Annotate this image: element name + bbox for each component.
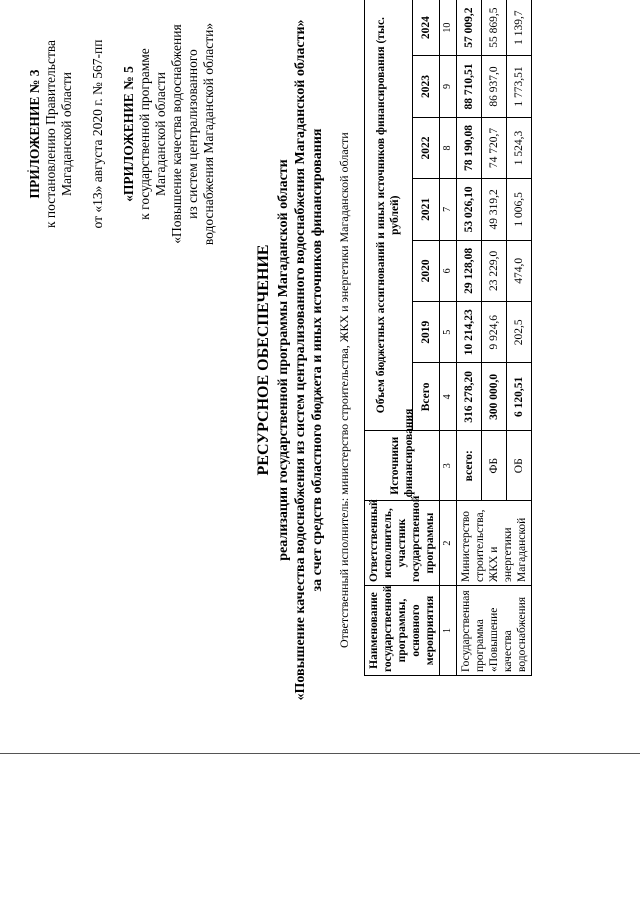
responsible-executor: Ответственный исполнитель: министерство строительства, ЖКХ и энергетики Магаданской области	[337, 132, 351, 648]
header-year: 2022	[412, 117, 439, 178]
year-cell: 474,0	[507, 240, 532, 301]
year-cell: 1 773,51	[507, 56, 532, 117]
year-cell: 10 214,23	[457, 302, 482, 363]
year-cell: 86 937,0	[482, 56, 507, 117]
column-number: 7	[440, 179, 457, 240]
column-number: 5	[440, 302, 457, 363]
page-edge-line	[0, 753, 640, 754]
appendix-gap	[106, 14, 121, 254]
appendix-line: водоснабжения Магаданской области»	[201, 22, 216, 246]
column-number: 8	[440, 117, 457, 178]
year-cell: 29 128,08	[457, 240, 482, 301]
appendix-block	[27, 14, 217, 254]
year-cell: 1 006,5	[507, 179, 532, 240]
appendix-line: Магаданской области	[153, 72, 168, 196]
source-cell: ОБ	[507, 431, 532, 501]
appendix-line: к государственной программе	[137, 48, 152, 220]
year-cell: 88 710,51	[457, 56, 482, 117]
resource-table	[364, 0, 532, 676]
year-cell: 55 869,5	[482, 0, 507, 56]
column-number: 4	[440, 363, 457, 431]
year-cell: 23 229,0	[482, 240, 507, 301]
year-cell: 78 190,08	[457, 117, 482, 178]
column-number: 2	[440, 501, 457, 586]
total-cell: 6 120,51	[507, 363, 532, 431]
table-row	[457, 0, 482, 676]
column-number-row	[440, 0, 457, 676]
year-cell: 57 009,2	[457, 0, 482, 56]
column-number: 1	[440, 585, 457, 675]
total-cell: 300 000,0	[482, 363, 507, 431]
total-cell: 316 278,20	[457, 363, 482, 431]
appendix-line: «Повышение качества водоснабжения	[169, 24, 184, 244]
appendix-number: ПРИЛОЖЕНИЕ № 3	[27, 69, 42, 199]
header-volume: Объем бюджетных ассигнований и иных источников финансирования (тыс. рублей)	[365, 0, 413, 431]
title-line: реализации государственной программы Магаданской области	[276, 159, 291, 561]
year-cell: 49 319,2	[482, 179, 507, 240]
header-name: Наименование государственной программы, основного мероприятия	[365, 585, 440, 675]
appendix-line: из систем централизованного	[185, 49, 200, 219]
header-source: Источники финансирования	[365, 431, 440, 501]
source-cell: ФБ	[482, 431, 507, 501]
appendix-number-2: «ПРИЛОЖЕНИЕ № 5	[121, 66, 136, 202]
year-cell: 9 924,6	[482, 302, 507, 363]
appendix-date: от «13» августа 2020 г. № 567-пп	[90, 39, 105, 229]
appendix-line: Магаданской области	[59, 72, 74, 196]
title-line: за счет средств областного бюджета и иных источников финансирования	[310, 128, 325, 592]
header-year: 2020	[412, 240, 439, 301]
source-cell: всего:	[457, 431, 482, 501]
header-year: 2021	[412, 179, 439, 240]
title-line: «Повышение качества водоснабжения из систем централизованного водоснабжения Магаданской области»	[293, 19, 308, 701]
column-number: 3	[440, 431, 457, 501]
document-title: РЕСУРСНОЕ ОБЕСПЕЧЕНИЕ	[255, 244, 272, 476]
header-row	[365, 0, 413, 676]
column-number: 10	[440, 0, 457, 56]
column-number: 6	[440, 240, 457, 301]
column-number: 9	[440, 56, 457, 117]
year-cell: 1 524,3	[507, 117, 532, 178]
header-year: 2019	[412, 302, 439, 363]
header-executor: Ответственный исполнитель, участник государственной программы	[365, 501, 440, 586]
appendix-gap	[75, 14, 90, 254]
year-cell: 1 139,7	[507, 0, 532, 56]
program-name-cell: Государственная программа «Повышение качества водоснабжения	[457, 585, 532, 675]
header-total: Всего	[412, 363, 439, 431]
program-executor-cell: Министерство строительства, ЖКХ и энергетики Магаданской	[457, 501, 532, 586]
header-year: 2023	[412, 56, 439, 117]
year-cell: 74 720,7	[482, 117, 507, 178]
year-cell: 53 026,10	[457, 179, 482, 240]
year-cell: 202,5	[507, 302, 532, 363]
appendix-line: к постановлению Правительства	[43, 39, 58, 229]
header-year: 2024	[412, 0, 439, 56]
